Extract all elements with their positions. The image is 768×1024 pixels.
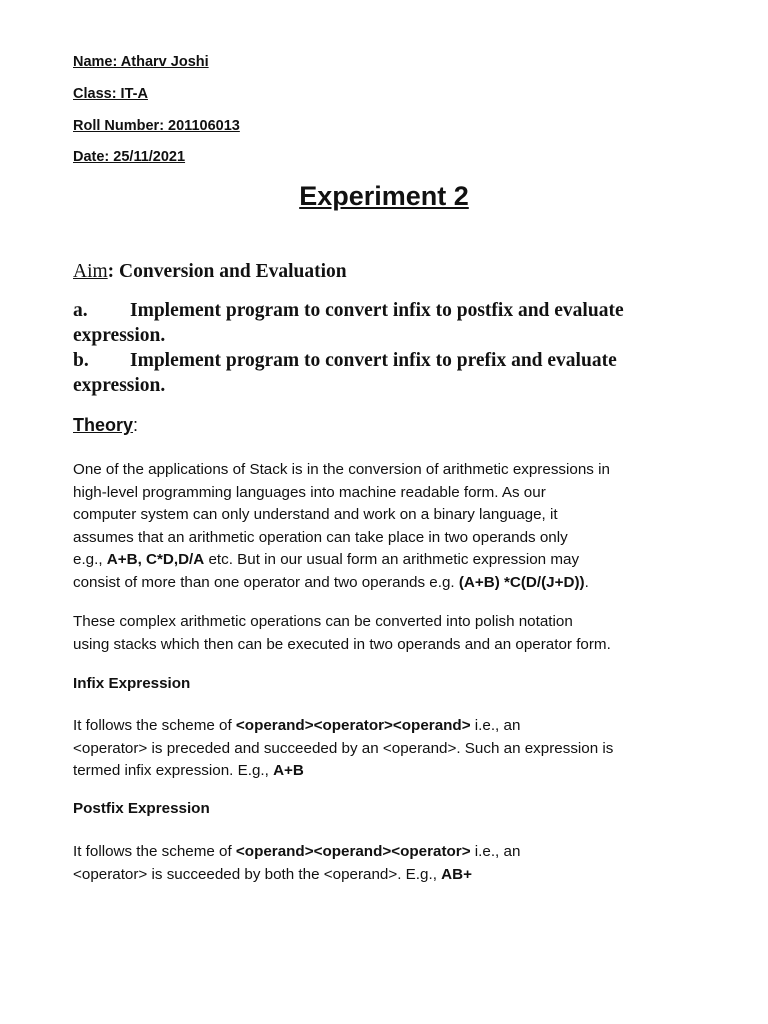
text-run: <operator> is succeeded by both the <operand>. E.g., [73,865,442,883]
infix-heading: Infix Expression [73,675,191,692]
aim-item-text-cont: expression. [73,325,166,346]
text-run: i.e., an [470,843,521,860]
paragraph-line [73,715,723,738]
page-title: Experiment 2 [299,181,469,211]
paragraph-line [73,572,723,595]
roll-number: Roll Number: 201106013 [73,118,240,134]
scheme-expression: <operand><operand><operator> [235,843,471,860]
aim-item-letter: a. [73,300,88,321]
example-expression: A+B, C*D,D/A [106,551,205,568]
text-run: It follows the scheme of [73,717,236,734]
paragraph-line: high-level programming languages into machine readable form. As our [73,483,546,501]
text-run: i.e., an [470,717,521,734]
postfix-paragraph [73,841,723,886]
paragraph-line [73,549,723,572]
text-run: . [584,573,589,591]
paragraph-line: using stacks which then can be executed in two operands and an operator form. [73,635,611,653]
theory-paragraph-2 [73,611,723,656]
aim-item-letter: b. [73,350,89,371]
student-class: Class: IT-A [73,86,148,102]
theory-colon: : [133,415,139,435]
aim-item-text: Implement program to convert infix to postfix and evaluate [130,300,624,321]
paragraph-line [73,760,723,783]
text-run: It follows the scheme of [73,843,236,860]
date: Date: 25/11/2021 [73,149,186,165]
paragraph-line [73,864,723,887]
text-run: e.g., [73,551,107,568]
theory-paragraph-1 [73,459,723,594]
paragraph-line: One of the applications of Stack is in the conversion of arithmetic expressions in [73,461,610,478]
paragraph-line [73,841,723,864]
postfix-heading: Postfix Expression [73,800,210,817]
theory-label: Theory [73,415,134,435]
paragraph-line: computer system can only understand and work on a binary language, it [73,506,558,523]
aim-label: Aim [73,261,108,282]
paragraph-line: <operator> is preceded and succeeded by an <operand>. Such an expression is [73,739,614,757]
text-run: termed infix expression. E.g., [73,762,274,779]
scheme-expression: <operand><operator><operand> [235,717,471,734]
aim-item-b [73,348,723,398]
infix-paragraph [73,715,723,783]
theory-heading [73,415,138,436]
student-name: Name: Atharv Joshi [73,54,209,70]
aim-heading [73,261,347,283]
text-run: consist of more than one operator and two operands e.g. [73,573,459,591]
paragraph-line: These complex arithmetic operations can be converted into polish notation [73,613,573,630]
example-expression: A+B [273,762,304,779]
paragraph-line: assumes that an arithmetic operation can take place in two operands only [73,528,568,546]
aim-item-text-cont: expression. [73,375,166,396]
example-expression: AB+ [441,865,472,883]
aim-item-a [73,298,723,348]
aim-text: : Conversion and Evaluation [107,261,347,282]
aim-item-text: Implement program to convert infix to prefix and evaluate [130,350,617,371]
text-run: etc. But in our usual form an arithmetic expression may [204,551,580,568]
example-expression: (A+B) *C(D/(J+D)) [458,573,585,591]
